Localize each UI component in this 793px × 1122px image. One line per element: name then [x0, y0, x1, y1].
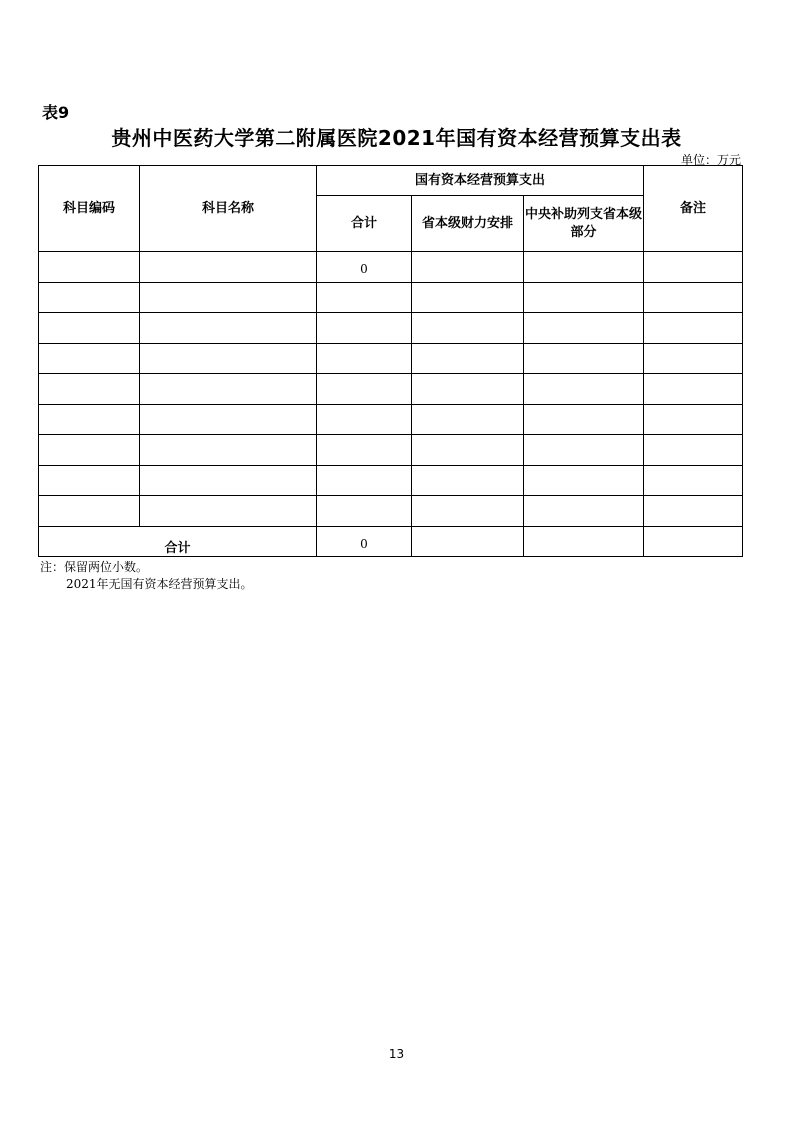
notes	[40, 559, 253, 593]
cell-provincial	[412, 252, 524, 283]
cell-name	[140, 496, 317, 527]
cell-remarks	[644, 343, 743, 374]
cell-total	[317, 465, 412, 496]
cell-provincial	[412, 282, 524, 313]
cell-name	[140, 252, 317, 283]
cell-provincial	[412, 313, 524, 344]
cell-provincial	[412, 435, 524, 466]
total-cell-remarks	[644, 526, 743, 556]
header-subject-name: 科目名称	[140, 166, 317, 252]
cell-code	[39, 282, 140, 313]
cell-central-subsidy	[524, 465, 644, 496]
cell-name	[140, 282, 317, 313]
cell-remarks	[644, 496, 743, 527]
page-title: 贵州中医药大学第二附属医院2021年国有资本经营预算支出表	[111, 126, 682, 150]
cell-central-subsidy	[524, 313, 644, 344]
header-total: 合计	[317, 196, 412, 252]
table-row	[39, 496, 743, 527]
cell-provincial	[412, 465, 524, 496]
cell-total	[317, 435, 412, 466]
cell-name	[140, 404, 317, 435]
header-central-subsidy: 中央补助列支省本级部分	[524, 196, 644, 252]
cell-code	[39, 374, 140, 405]
cell-central-subsidy	[524, 282, 644, 313]
total-cell-central-subsidy	[524, 526, 644, 556]
cell-remarks	[644, 465, 743, 496]
cell-name	[140, 374, 317, 405]
cell-code	[39, 435, 140, 466]
table-row	[39, 435, 743, 466]
cell-remarks	[644, 404, 743, 435]
table-row	[39, 313, 743, 344]
note-line: 注：保留两位小数。	[40, 560, 149, 574]
cell-provincial	[412, 496, 524, 527]
cell-name	[140, 435, 317, 466]
cell-provincial	[412, 404, 524, 435]
cell-code	[39, 496, 140, 527]
header-expenditure-group: 国有资本经营预算支出	[317, 166, 644, 196]
cell-total	[317, 313, 412, 344]
cell-name	[140, 343, 317, 374]
unit-label: 单位：万元	[680, 153, 741, 167]
cell-code	[39, 343, 140, 374]
cell-remarks	[644, 313, 743, 344]
header-remarks: 备注	[644, 166, 743, 252]
total-cell-provincial	[412, 526, 524, 556]
header-subject-code: 科目编码	[39, 166, 140, 252]
cell-remarks	[644, 282, 743, 313]
cell-central-subsidy	[524, 435, 644, 466]
budget-table	[38, 165, 743, 557]
cell-name	[140, 313, 317, 344]
table-row	[39, 374, 743, 405]
note-line: 2021年无国有资本经营预算支出。	[66, 577, 253, 591]
total-row	[39, 526, 743, 556]
cell-central-subsidy	[524, 404, 644, 435]
table-row	[39, 404, 743, 435]
cell-total	[317, 404, 412, 435]
total-cell-total: 0	[317, 526, 412, 556]
table-number: 表9	[42, 103, 70, 122]
cell-central-subsidy	[524, 496, 644, 527]
table-row	[39, 252, 743, 283]
cell-total	[317, 374, 412, 405]
cell-name	[140, 465, 317, 496]
cell-total: 0	[317, 252, 412, 283]
cell-code	[39, 465, 140, 496]
cell-code	[39, 252, 140, 283]
table-row	[39, 282, 743, 313]
cell-code	[39, 404, 140, 435]
cell-remarks	[644, 435, 743, 466]
cell-central-subsidy	[524, 252, 644, 283]
table-row	[39, 343, 743, 374]
total-row-label: 合计	[39, 526, 317, 556]
cell-provincial	[412, 374, 524, 405]
page-number: 13	[388, 1047, 405, 1061]
cell-total	[317, 282, 412, 313]
cell-total	[317, 496, 412, 527]
cell-total	[317, 343, 412, 374]
cell-provincial	[412, 343, 524, 374]
cell-remarks	[644, 374, 743, 405]
cell-remarks	[644, 252, 743, 283]
cell-code	[39, 313, 140, 344]
cell-central-subsidy	[524, 343, 644, 374]
table-row	[39, 465, 743, 496]
header-provincial-allocation: 省本级财力安排	[412, 196, 524, 252]
cell-central-subsidy	[524, 374, 644, 405]
